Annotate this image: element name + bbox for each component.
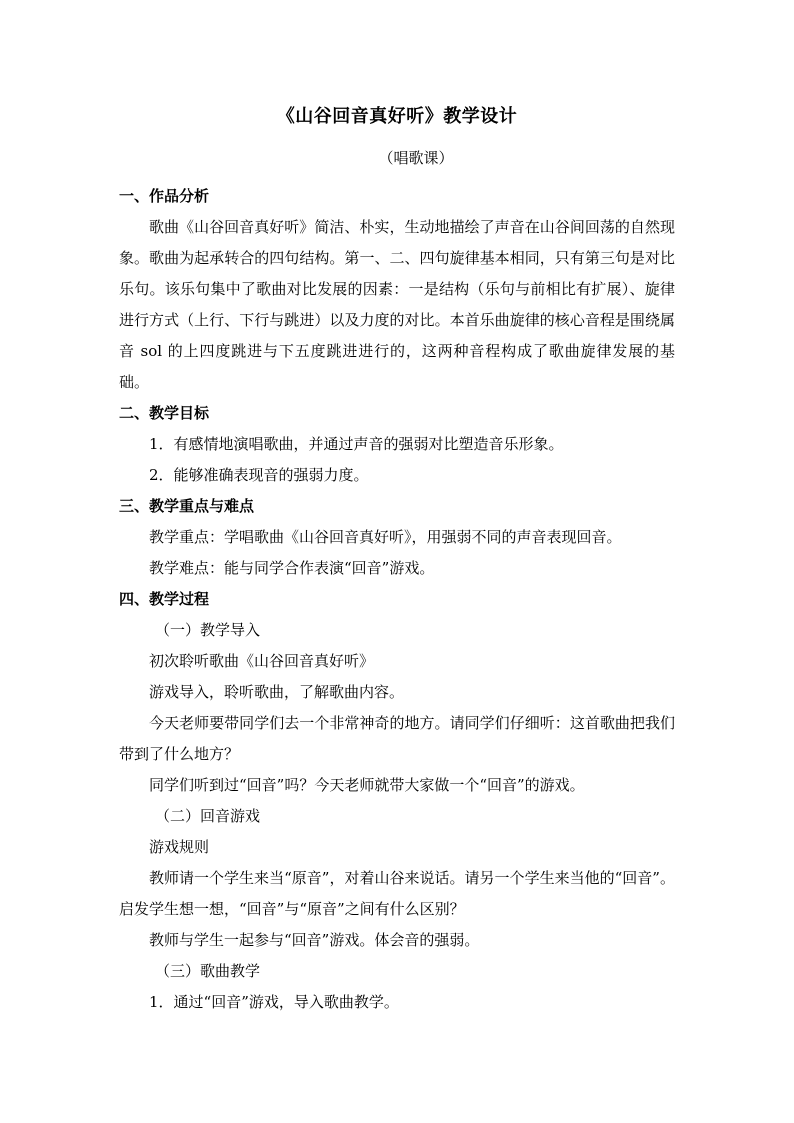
goal-item-1: 1．有感情地演唱歌曲，并通过声音的强弱对比塑造音乐形象。 [149,435,564,453]
process-line-3: 同学们听到过“回音”吗？今天老师就带大家做一个“回音”的游戏。 [149,776,585,794]
process-line-4: 游戏规则 [149,838,210,856]
subsection-intro: （一）教学导入 [155,621,261,639]
section-heading-key-points: 三、教学重点与难点 [119,497,255,515]
document-body [119,181,675,1018]
process-line-1: 初次聆听歌曲《山谷回音真好听》 [149,652,375,670]
analysis-paragraph: 歌曲《山谷回音真好听》简洁、朴实，生动地描绘了声音在山谷间回荡的自然现象。歌曲为起承转合的四句结构。第一、二、四句旋律基本相同，只有第三句是对比乐句。该乐句集中了歌曲对比发展的因素：一是结构（乐句与前相比有扩展）、旋律进行方式（上行、下行与跳进）以及力度的对比。本首乐曲旋律的核心音程是围绕属音 sol 的上四度跳进与下五度跳进进行的，这两种音程构成了歌曲旋律发展的基础。 [119,218,675,391]
section-heading-goals: 二、教学目标 [119,404,210,422]
subsection-echo-game: （二）回音游戏 [155,807,261,825]
process-paragraph-1: 今天老师要带同学们去一个非常神奇的地方。请同学们仔细听：这首歌曲把我们带到了什么地方？ [119,714,675,763]
process-line-2: 游戏导入，聆听歌曲，了解歌曲内容。 [149,683,405,701]
section-heading-analysis: 一、作品分析 [119,187,210,205]
section-heading-process: 四、教学过程 [119,590,210,608]
document-title: 《山谷回音真好听》教学设计 [276,106,518,127]
process-line-5: 教师与学生一起参与“回音”游戏。体会音的强弱。 [149,931,480,949]
key-point-text: 教学重点：学唱歌曲《山谷回音真好听》，用强弱不同的声音表现回音。 [149,528,622,546]
goal-item-2: 2．能够准确表现音的强弱力度。 [149,466,369,484]
difficulty-text: 教学难点：能与同学合作表演“回音”游戏。 [149,559,435,577]
process-paragraph-2: 教师请一个学生来当“原音”，对着山谷来说话。请另一个学生来当他的“回音”。启发学生想一想，“回音”与“原音”之间有什么区别？ [119,869,675,918]
document-subtitle: （唱歌课） [378,149,454,167]
subsection-song-teaching: （三）歌曲教学 [155,962,261,980]
process-line-6: 1．通过“回音”游戏，导入歌曲教学。 [149,993,399,1011]
